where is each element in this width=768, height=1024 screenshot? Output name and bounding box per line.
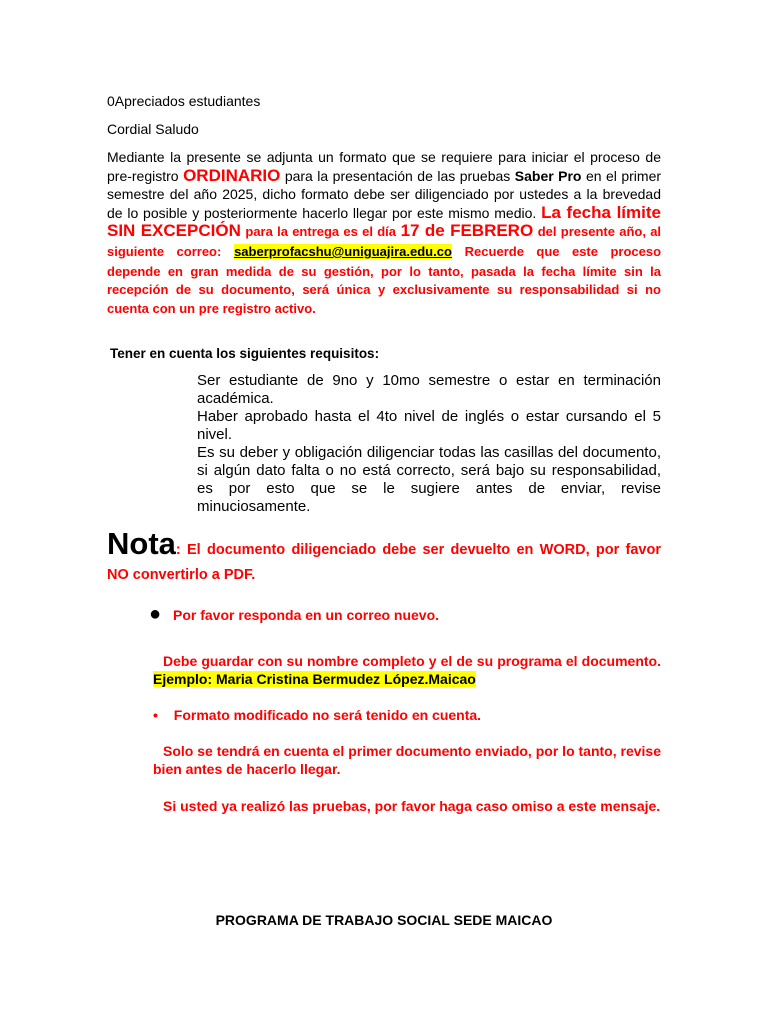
greeting: 0Apreciados estudiantes (107, 93, 261, 109)
intro-text-4: para la entrega es el día (245, 224, 397, 240)
requirement-item (197, 408, 661, 444)
nota-text: : El documento diligenciado debe ser devuelto en WORD, por favor NO convertirlo a PDF. (107, 542, 661, 583)
intro-text-5: del presente año, al siguiente correo: (107, 224, 662, 259)
bullet-item (153, 653, 661, 688)
bullet-dot-icon: ● (149, 603, 162, 625)
saber-pro-label: Saber Pro (514, 167, 582, 184)
bullet-text: Por favor responda en un correo nuevo. (172, 607, 440, 623)
bullet-item (153, 743, 661, 778)
bullet-item (153, 707, 661, 724)
nota-label: Nota (107, 526, 176, 561)
requirement-item (197, 444, 661, 516)
program-footer: PROGRAMA DE TRABAJO SOCIAL SEDE MAICAO (215, 912, 553, 928)
bullet-dot-icon: • (153, 707, 158, 723)
intro-text-3: en el primer semestre del año 2025, dicho formato debe ser diligenciado por ustedes a la brevedad de lo posible y posteriormente hacerlo llegar por este mismo medio. (107, 167, 662, 221)
intro-text-2: para la presentación de las pruebas (284, 167, 511, 184)
intro-text-1: Mediante la presente se adjunta un formato que se requiere para iniciar el proceso de pre-registro (107, 149, 661, 184)
email-link[interactable]: saberprofacshu@uniguajira.edu.co (234, 243, 452, 259)
bullet-text: Si usted ya realizó las pruebas, por favor haga caso omiso a este mensaje. (163, 798, 661, 814)
salutation: Cordial Saludo (107, 121, 199, 137)
deadline-label: La fecha límite SIN EXCEPCIÓN (107, 202, 661, 241)
bullet-text: Solo se tendrá en cuenta el primer documento enviado, por lo tanto, revise bien antes de hacerlo llegar. (153, 743, 661, 777)
bullet-text: Debe guardar con su nombre completo y el de su programa el documento. (163, 653, 661, 669)
deadline-date: 17 de FEBRERO (400, 221, 534, 241)
requirement-text: Haber aprobado hasta el 4to nivel de inglés o estar cursando el 5 nivel. (197, 408, 661, 443)
requirement-item (197, 372, 661, 408)
ordinario-label: ORDINARIO (183, 165, 281, 185)
requirement-text: Ser estudiante de 9no y 10mo semestre o estar en terminación académica. (197, 372, 661, 407)
example-filename: Ejemplo: Maria Cristina Bermudez López.Maicao (153, 671, 476, 687)
nota-paragraph (107, 526, 661, 587)
intro-paragraph (107, 148, 661, 317)
intro-text-6: Recuerde que este proceso depende en gran medida de su gestión, por lo tanto, pasada la fecha límite sin la recepción de su documento, será única y exclusivamente su responsabilidad si no cuenta con un pre registro activo. (107, 243, 662, 316)
bullet-text: Formato modificado no será tenido en cuenta. (173, 707, 482, 723)
requirement-text: Es su deber y obligación diligenciar todas las casillas del documento, si algún dato falta o no está correcto, será bajo su responsabilidad, es por esto que se le sugiere antes de enviar, revise minuciosamente. (197, 444, 661, 515)
bullet-item (153, 798, 661, 816)
bullet-item (149, 603, 661, 625)
requirements-heading: Tener en cuenta los siguientes requisitos: (110, 346, 380, 361)
